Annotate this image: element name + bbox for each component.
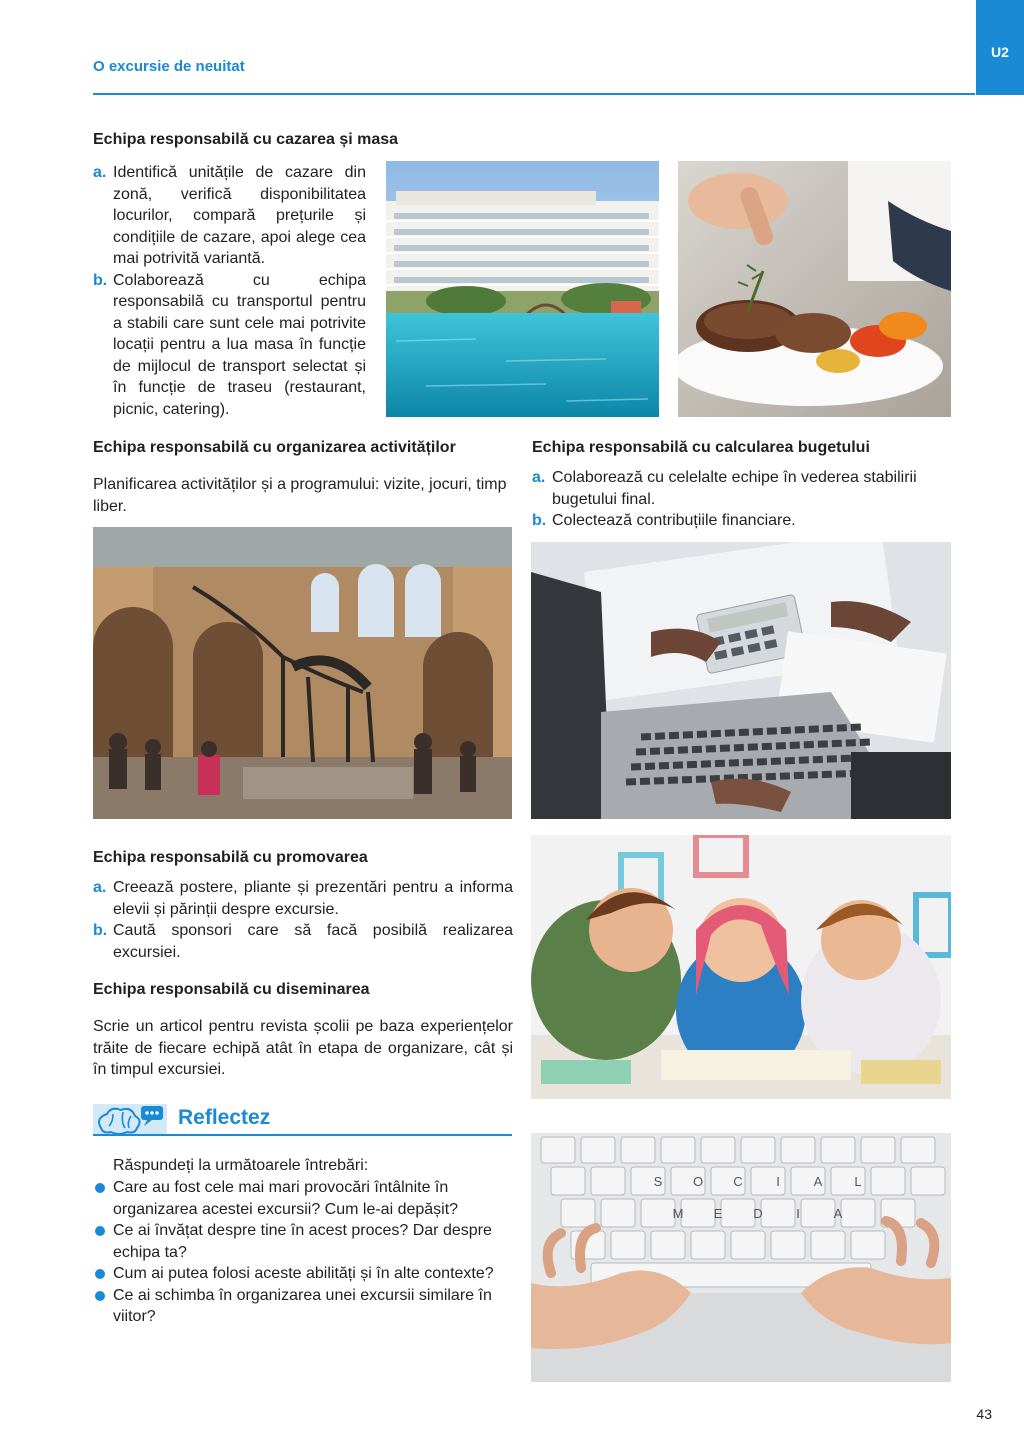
reflect-intro: Răspundeți la următoarele întrebări: [113, 1157, 369, 1174]
key-letter: A [813, 1174, 823, 1189]
budget-heading: Echipa responsabilă cu calcularea bugetului [532, 439, 870, 456]
list-item [93, 877, 513, 920]
list-marker: b. [93, 922, 108, 939]
lodging-heading: Echipa responsabilă cu cazarea și masa [93, 131, 399, 148]
list-marker: b. [532, 512, 547, 529]
list-item-text: Creează postere, pliante și prezentări pentru a informa elevii și părinții despre excursie. [113, 879, 513, 918]
header-rule [93, 93, 975, 95]
dissemination-text: Scrie un articol pentru revista școlii pe baza experiențelor trăite de fiecare echipă atât în etapa de organizare, cât și în timpul excursiei. [93, 1018, 513, 1078]
key-letter: I [776, 1174, 780, 1189]
key-letter: L [854, 1174, 862, 1189]
museum-dinosaur-photo [93, 527, 512, 819]
list-item [93, 270, 366, 421]
question-item [93, 1263, 513, 1285]
hotel-pool-photo [386, 161, 659, 417]
question-item [93, 1177, 513, 1220]
key-letter: D [753, 1206, 763, 1221]
key-letter: E [713, 1206, 723, 1221]
list-item-text: Colaborează cu echipa responsabilă cu transportul pentru a stabili care sunt cele mai potrivite locații pentru a lua masa în funcție de mijlocul de transport selectat și în funcție de traseu (restaurant, picnic, catering). [113, 271, 366, 418]
list-item [93, 162, 366, 270]
list-item [532, 467, 954, 510]
brain-chat-icon [93, 1104, 167, 1136]
lodging-list [93, 162, 366, 420]
list-item-text: Identifică unitățile de cazare din zonă, verifică disponibilitatea locurilor, compară prețurile și condițiile de cazare, apoi alege cea mai potrivită variantă. [113, 164, 366, 267]
dissemination-heading: Echipa responsabilă cu diseminarea [93, 981, 370, 998]
bullet-dot [95, 1291, 105, 1301]
reflect-rule [93, 1134, 512, 1136]
list-item [93, 920, 513, 963]
bullet-dot [95, 1269, 105, 1279]
budget-list [532, 467, 954, 532]
key-letter: O [692, 1174, 704, 1189]
list-marker: b. [93, 271, 108, 289]
list-marker: a. [532, 469, 546, 486]
question-text: Care au fost cele mai mari provocări întâlnite în organizarea acestei excursii? Cum le-ai depășit? [113, 1179, 459, 1218]
key-letter: S [653, 1174, 663, 1189]
list-marker: a. [93, 164, 107, 181]
question-item [93, 1220, 513, 1263]
laptop-calculator-photo [531, 542, 951, 819]
unit-label: U2 [991, 44, 1009, 60]
key-letter: A [833, 1206, 843, 1221]
question-text: Ce ai schimba în organizarea unei excursii similare în viitor? [113, 1286, 492, 1325]
list-item-text: Colaborează cu celelalte echipe în vederea stabilirii bugetului final. [552, 469, 917, 508]
key-letter: C [733, 1174, 743, 1189]
bullet-dot [95, 1183, 105, 1193]
list-marker: a. [93, 879, 107, 896]
students-studying-photo [531, 835, 951, 1099]
page-number: 43 [976, 1406, 992, 1422]
promotion-list [93, 877, 513, 963]
key-letter: I [796, 1206, 800, 1221]
list-item-text: Caută sponsori care să facă posibilă realizarea excursiei. [113, 922, 513, 961]
activities-heading: Echipa responsabilă cu organizarea activităților [93, 439, 456, 456]
list-item-text: Colectează contribuțiile financiare. [552, 512, 796, 529]
social-media-keyboard-photo [531, 1133, 951, 1382]
running-header-title: O excursie de neuitat [93, 58, 245, 75]
reflect-questions [93, 1177, 513, 1328]
promotion-heading: Echipa responsabilă cu promovarea [93, 849, 368, 866]
chef-dish-photo [678, 161, 951, 417]
question-item [93, 1285, 513, 1328]
question-text: Ce ai învățat despre tine în acest proces? Dar despre echipa ta? [113, 1222, 492, 1261]
key-letter: M [672, 1206, 684, 1221]
reflect-title: Reflectez [178, 1106, 271, 1129]
activities-text: Planificarea activităților și a programului: vizite, jocuri, timp liber. [93, 476, 507, 515]
list-item [532, 510, 954, 532]
bullet-dot [95, 1226, 105, 1236]
question-text: Cum ai putea folosi aceste abilități și în alte contexte? [113, 1265, 494, 1282]
